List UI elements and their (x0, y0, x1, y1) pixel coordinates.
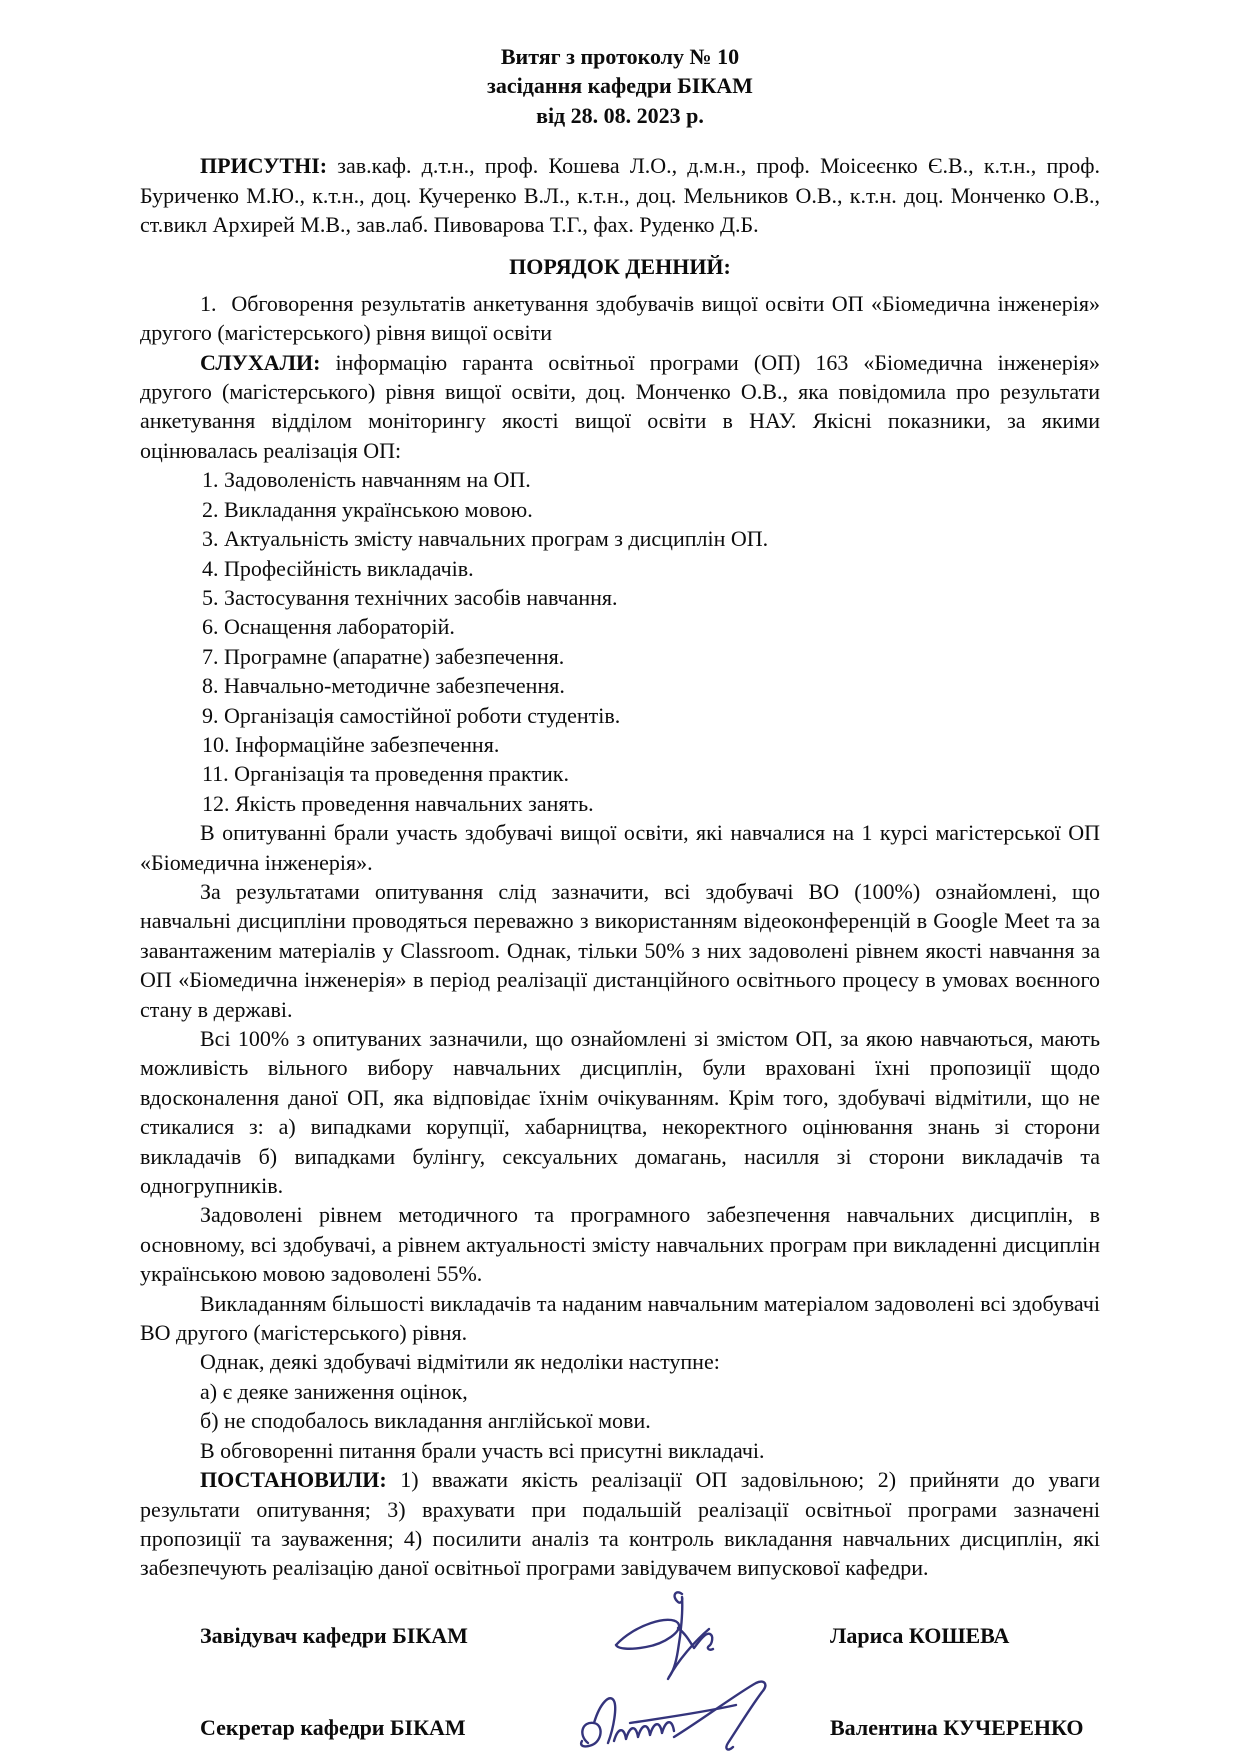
criteria-item: 4. Професійність викладачів. (202, 555, 474, 581)
agenda-item: 1. Обговорення результатів анкетування здобувачів вищої освіти ОП «Біомедична інженерія» другого (магістерського) рівня вищої освіти (140, 290, 1100, 346)
title-line-2: засідання кафедри БІКАМ (487, 73, 753, 99)
present-paragraph (140, 151, 1100, 239)
criteria-item: 2. Викладання українською мовою. (202, 496, 533, 522)
title-line-1: Витяг з протоколу № 10 (500, 44, 740, 69)
kosheva-signature-image (612, 1587, 744, 1683)
criteria-item: 7. Програмне (апаратне) забезпечення. (202, 643, 565, 669)
heard-label: СЛУХАЛИ: (200, 349, 321, 375)
criteria-item: 12. Якість проведення навчальних занять. (202, 790, 594, 816)
kucherenko-signature-image (570, 1677, 782, 1755)
criteria-item: 3. Актуальність змісту навчальних програм з дисциплін ОП. (202, 526, 769, 552)
criteria-item: 8. Навчально-методичне забезпечення. (202, 673, 565, 699)
body-paragraph: За результатами опитування слід зазначити, всі здобувачі ВО (100%) ознайомлені, що навчальні дисципліни проводяться переважно з використанням відеоконференцій в Google Meet та за завантаженим матеріалів у Classroom. Однак, тільки 50% з них задоволені рівнем якості навчання за ОП «Біомедична інженерія» в період реалізації дистанційного освітнього процесу в умовах воєнного стану в державі. (140, 878, 1100, 1022)
signature-role-head: Завідувач кафедри БІКАМ (200, 1622, 468, 1648)
body-paragraph: В обговоренні питання брали участь всі присутні викладачі. (200, 1437, 765, 1463)
signature-role-secretary: Секретар кафедри БІКАМ (200, 1714, 466, 1740)
document-title (140, 42, 1100, 130)
agenda-heading: ПОРЯДОК ДЕННИЙ: (509, 254, 731, 280)
title-line-3: від 28. 08. 2023 р. (536, 102, 704, 128)
resolved-paragraph (140, 1465, 1100, 1583)
body-paragraph: Викладанням більшості викладачів та наданим навчальним матеріалом задоволені всі здобувачі ВО другого (магістерського) рівня. (140, 1290, 1100, 1346)
signatures-section (140, 1621, 1100, 1743)
present-text: зав.каф. д.т.н., проф. Кошева Л.О., д.м.н., проф. Моісеєнко Є.В., к.т.н., проф. Буриченко М.Ю., к.т.н., доц. Кучеренко В.Л., к.т.н., доц. Мельников О.В., к.т.н. доц. Монченко О.В., ст.викл Архирей М.В., зав.лаб. Пивоварова Т.Г., фах. Руденко Д.Б. (140, 153, 1100, 238)
body-paragraph: Однак, деякі здобувачі відмітили як недоліки наступне: (200, 1349, 720, 1375)
criteria-item: 5. Застосування технічних засобів навчання. (202, 584, 618, 610)
criteria-item: 9. Організація самостійної роботи студентів. (202, 702, 621, 728)
signature-name-head: Лариса КОШЕВА (830, 1622, 1010, 1648)
body-paragraph: б) не сподобалось викладання англійської мови. (200, 1408, 651, 1434)
criteria-item: 6. Оснащення лабораторій. (202, 614, 455, 640)
body-paragraph: В опитуванні брали участь здобувачі вищої освіти, які навчалися на 1 курсі магістерської ОП «Біомедична інженерія». (140, 820, 1100, 875)
present-label: ПРИСУТНІ: (200, 153, 328, 179)
body-paragraph: а) є деяке заниження оцінок, (200, 1378, 468, 1404)
heard-text: інформацію гаранта освітньої програми (ОП) 163 «Біомедична інженерія» другого (магістерського) рівня вищої освіти, доц. Монченко О.В., яка повідомила про результати анкетування відділом моніторингу якості вищої освіти в НАУ. Якісні показники, за якими оцінювалась реалізація ОП: (140, 349, 1100, 463)
signature-row-head (140, 1621, 1100, 1651)
criteria-item: 11. Організація та проведення практик. (202, 761, 569, 787)
criteria-item: 1. Задоволеність навчанням на ОП. (202, 467, 531, 493)
signature-row-secretary (140, 1713, 1100, 1743)
signature-name-secretary: Валентина КУЧЕРЕНКО (830, 1714, 1084, 1740)
criteria-item: 10. Інформаційне забезпечення. (202, 731, 500, 757)
heard-paragraph (140, 348, 1100, 466)
body-paragraph: Задоволені рівнем методичного та програмного забезпечення навчальних дисциплін, в основному, всі здобувачі, а рівнем актуальності змісту навчальних програм при викладенні дисциплін українською мовою задоволені 55%. (140, 1202, 1100, 1287)
resolved-text: 1) вважати якість реалізації ОП задовільною; 2) прийняти до уваги результати опитування; 3) врахувати при подальшій реалізації освітньої програми зазначені пропозиції та зауваження; 4) посилити аналіз та контроль викладання навчальних дисциплін, які забезпечують реалізацію даної освітньої програми завідувачем випускової кафедри. (140, 1467, 1100, 1581)
resolved-label: ПОСТАНОВИЛИ: (200, 1467, 387, 1493)
body-paragraph: Всі 100% з опитуваних зазначили, що ознайомлені зі змістом ОП, за якою навчаються, мають можливість вільного вибору навчальних дисциплін, були враховані їхні пропозиції щодо вдосконалення даної ОП, яка відповідає їхнім очікуванням. Крім того, здобувачі відмітили, що не стикалися з: а) випадками корупції, хабарництва, некоректного оцінювання знань зі сторони викладачів б) випадками булінгу, сексуальних домагань, насилля зі сторони викладачів та одногрупників. (140, 1026, 1100, 1199)
criteria-list (140, 465, 1100, 818)
